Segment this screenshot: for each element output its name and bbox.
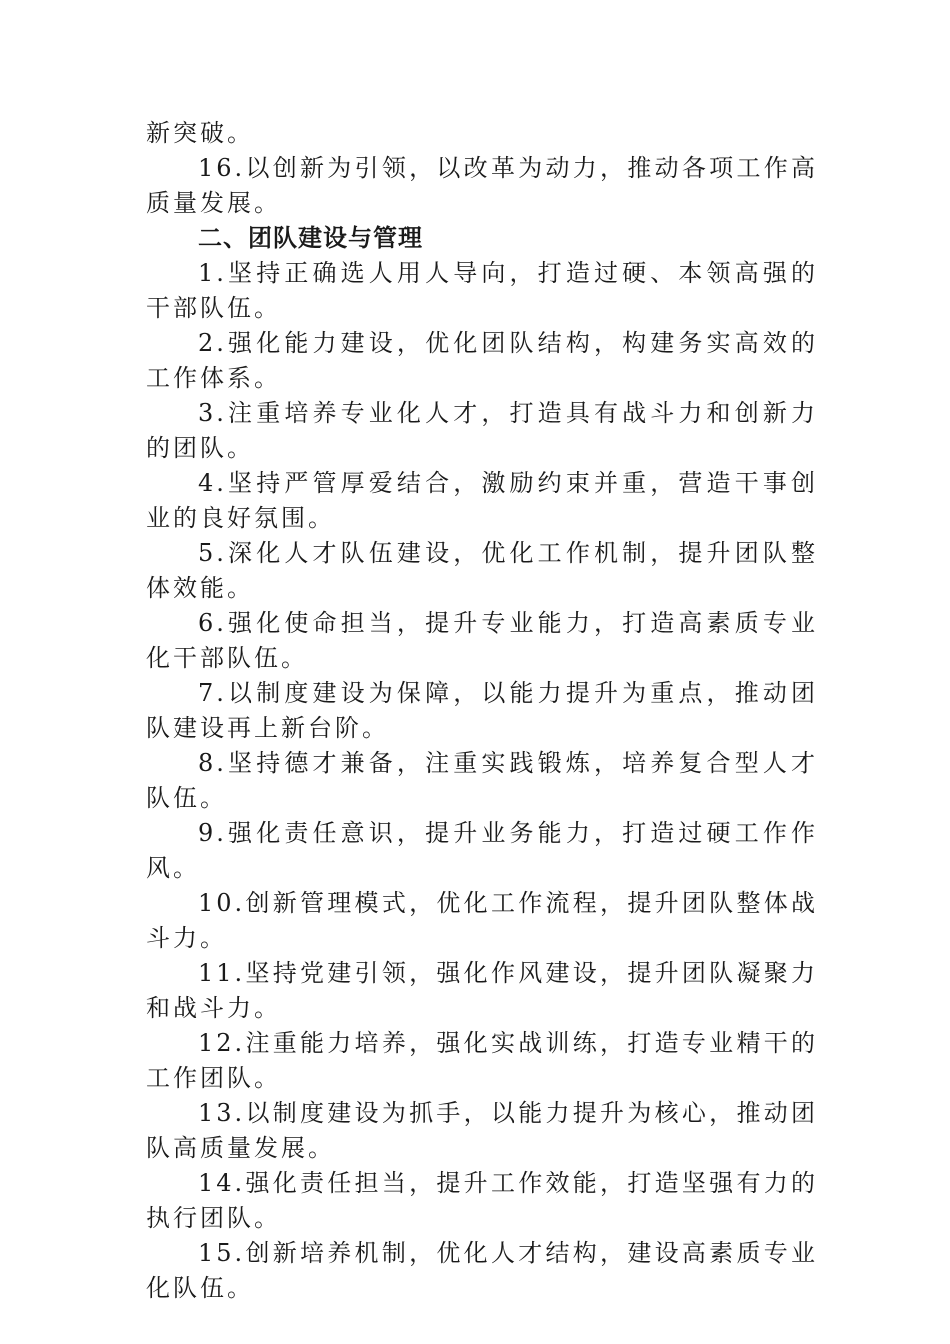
list-item: 9.强化责任意识，提升业务能力，打造过硬工作作风。 [146, 819, 818, 882]
continuation-text: 新突破。 [146, 119, 254, 147]
list-item: 16.以创新为引领，以改革为动力，推动各项工作高质量发展。 [146, 154, 818, 217]
list-item: 14.强化责任担当，提升工作效能，打造坚强有力的执行团队。 [146, 1169, 818, 1232]
list-item: 8.坚持德才兼备，注重实践锻炼，培养复合型人才队伍。 [146, 749, 818, 812]
list-item: 12.注重能力培养，强化实战训练，打造专业精干的工作团队。 [146, 1029, 818, 1092]
list-item: 13.以制度建设为抓手，以能力提升为核心，推动团队高质量发展。 [146, 1099, 818, 1162]
list-item: 15.创新培养机制，优化人才结构，建设高素质专业化队伍。 [146, 1239, 818, 1302]
list-item: 1.坚持正确选人用人导向，打造过硬、本领高强的干部队伍。 [146, 259, 818, 322]
list-item: 2.强化能力建设，优化团队结构，构建务实高效的工作体系。 [146, 329, 818, 392]
list-item: 6.强化使命担当，提升专业能力，打造高素质专业化干部队伍。 [146, 609, 818, 672]
list-item: 3.注重培养专业化人才，打造具有战斗力和创新力的团队。 [146, 399, 818, 462]
list-item: 7.以制度建设为保障，以能力提升为重点，推动团队建设再上新台阶。 [146, 679, 818, 742]
list-item: 4.坚持严管厚爱结合，激励约束并重，营造干事创业的良好氛围。 [146, 469, 818, 532]
list-item: 5.深化人才队伍建设，优化工作机制，提升团队整体效能。 [146, 539, 818, 602]
section-heading: 二、团队建设与管理 [198, 224, 423, 252]
document-page [146, 116, 818, 1306]
list-item: 11.坚持党建引领，强化作风建设，提升团队凝聚力和战斗力。 [146, 959, 818, 1022]
list-item: 10.创新管理模式，优化工作流程，提升团队整体战斗力。 [146, 889, 818, 952]
